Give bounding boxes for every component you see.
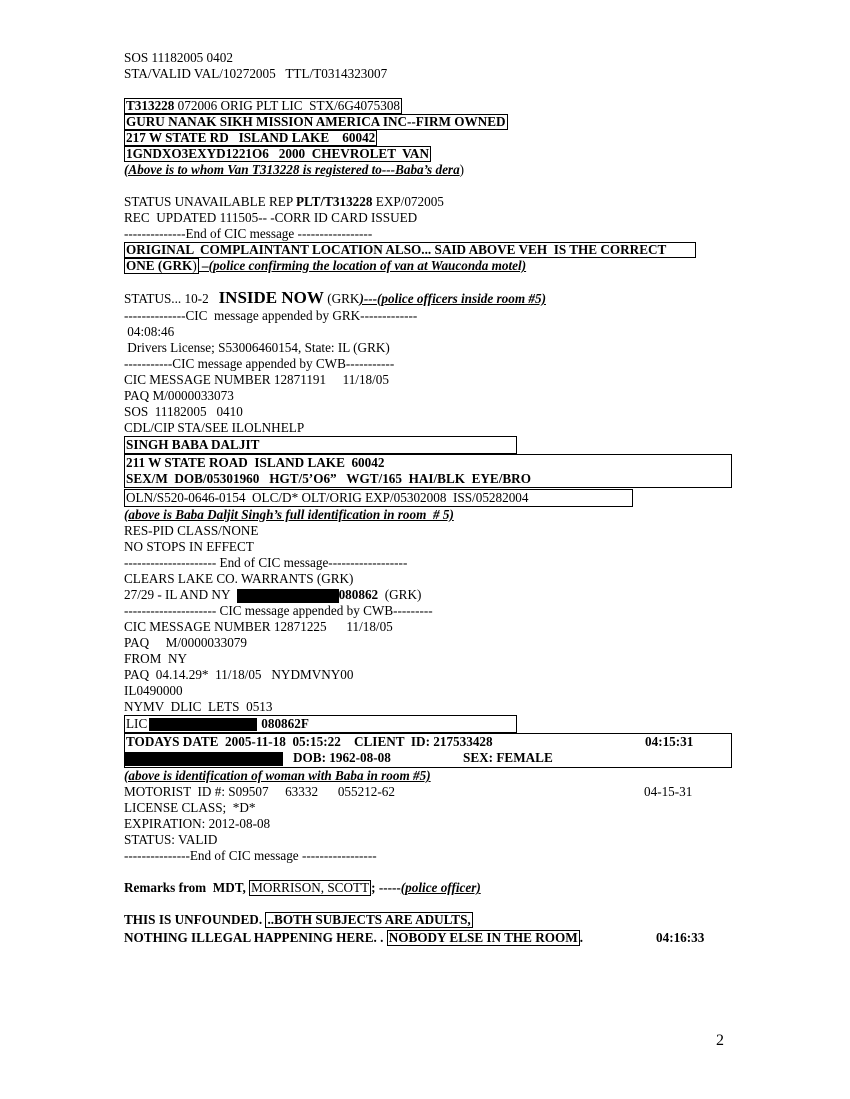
nothing-illegal-line: NOTHING ILLEGAL HAPPENING HERE. . NOBODY ELSE IN THE ROOM . 04:16:33 xyxy=(124,930,705,945)
plate-line xyxy=(124,98,744,114)
lic-line: LIC 080862F xyxy=(124,715,517,733)
rec-updated-line: REC UPDATED 111505-- -CORR ID CARD ISSUED xyxy=(124,210,418,225)
cdl-line: CDL/CIP STA/SEE ILOLNHELP xyxy=(124,420,305,435)
end-cic-divider: --------------End of CIC message ----------------- xyxy=(124,226,373,241)
expiration-line: EXPIRATION: 2012-08-08 xyxy=(124,816,271,831)
police-confirm-note: –(police confirming the location of van at Wauconda motel) xyxy=(198,258,527,273)
nymv-line: NYMV DLIC LETS 0513 xyxy=(124,699,273,714)
cic-document xyxy=(124,50,744,948)
from-ny-line: FROM NY xyxy=(124,651,188,666)
cic-appended-cwb: -----------CIC message appended by CWB----------- xyxy=(124,356,395,371)
plate-rest: 072006 ORIG PLT LIC STX/6G4075308 xyxy=(174,98,401,113)
license-class-line: LICENSE CLASS; *D* xyxy=(124,800,256,815)
todays-date-line: TODAYS DATE 2005-11-18 05:15:22 CLIENT ID: 217533428 xyxy=(126,734,493,749)
redaction-bar xyxy=(237,589,339,603)
singh-address: 211 W STATE ROAD ISLAND LAKE 60042 xyxy=(126,455,385,470)
end-cic-divider-2: --------------------- End of CIC message------------------ xyxy=(124,555,408,570)
status-unavailable-line: STATUS UNAVAILABLE REP PLT/T313228 EXP/072005 xyxy=(124,194,444,209)
baba-id-note: (above is Baba Daljit Singh’s full identification in room # 5) xyxy=(124,507,454,522)
no-stops-line: NO STOPS IN EFFECT xyxy=(124,539,254,554)
complainant-line: ORIGINAL COMPLAINTANT LOCATION ALSO... SAID ABOVE VEH IS THE CORRECT xyxy=(124,242,696,258)
owner-address: 217 W STATE RD ISLAND LAKE 60042 xyxy=(126,130,376,145)
redaction-bar xyxy=(125,752,283,766)
woman-id-note: (above is identification of woman with Baba in room #5) xyxy=(124,768,431,783)
redaction-bar xyxy=(149,718,257,731)
drivers-license-line: Drivers License; S53006460154, State: IL (GRK) xyxy=(124,340,390,355)
officer-name: MORRISON, SCOTT xyxy=(251,880,370,895)
paq-line-3: PAQ 04.14.29* 11/18/05 NYDMVNY00 xyxy=(124,667,354,682)
cic-message-number-2: CIC MESSAGE NUMBER 12871225 11/18/05 xyxy=(124,619,393,634)
time-line: 04:08:46 xyxy=(124,324,175,339)
van-note-line: (Above is to whom Van T313228 is registered to---Baba’s dera) xyxy=(124,162,465,177)
van-note: (Above is to whom Van T313228 is registered to---Baba’s dera xyxy=(124,162,460,177)
todays-time: 04:15:31 xyxy=(645,734,694,749)
inside-now-label: INSIDE NOW xyxy=(218,288,324,307)
paq-line: PAQ M/0000033073 xyxy=(124,388,234,403)
sos-line: SOS 11182005 0402 xyxy=(124,50,233,65)
res-pid-line: RES-PID CLASS/NONE xyxy=(124,523,259,538)
cic-appended-cwb-2: --------------------- CIC message appended by CWB--------- xyxy=(124,603,433,618)
singh-physical: SEX/M DOB/05301960 HGT/5’O6” WGT/165 HAI/BLK EYE/BRO xyxy=(126,471,531,486)
remarks-line: Remarks from MDT, MORRISON, SCOTT ; -----(police officer) xyxy=(124,880,481,895)
cic-message-number: CIC MESSAGE NUMBER 12871191 11/18/05 xyxy=(124,372,389,387)
plate-number: T313228 xyxy=(126,98,175,113)
status-inside-line: STATUS... 10-2 INSIDE NOW (GRK)---(police officers inside room #5) xyxy=(124,288,546,307)
clears-line: CLEARS LAKE CO. WARRANTS (GRK) xyxy=(124,571,354,586)
page-number: 2 xyxy=(716,1032,724,1049)
owner-line: GURU NANAK SIKH MISSION AMERICA INC--FIRM OWNED xyxy=(126,114,506,129)
cic-appended-grk: --------------CIC message appended by GRK------------- xyxy=(124,308,418,323)
officer-note: (police officer) xyxy=(400,880,481,895)
il-ny-line: 27/29 - IL AND NY 080862 (GRK) xyxy=(124,587,422,602)
paq-line-2: PAQ M/0000033079 xyxy=(124,635,247,650)
oln-line: OLN/S520-0646-0154 OLC/D* OLT/ORIG EXP/05302008 ISS/05282004 xyxy=(124,489,633,507)
woman-details-box xyxy=(124,733,732,768)
singh-name: SINGH BABA DALJIT xyxy=(124,436,517,454)
vin-line: 1GNDXO3EXYD1221O6 2000 CHEVROLET VAN xyxy=(126,146,429,161)
motorist-line: MOTORIST ID #: S09507 63332 055212-62 04-15-31 xyxy=(124,784,693,799)
sta-valid-line: STA/VALID VAL/10272005 TTL/T0314323007 xyxy=(124,66,388,81)
il049-line: IL0490000 xyxy=(124,683,183,698)
complainant-line-2: ONE (GRK) –(police confirming the location of van at Wauconda motel) xyxy=(126,258,527,273)
end-cic-divider-3: ---------------End of CIC message ----------------- xyxy=(124,848,377,863)
status-valid-line: STATUS: VALID xyxy=(124,832,218,847)
woman-dob-line: DOB: 1962-08-08 SEX: FEMALE xyxy=(125,750,731,766)
singh-details-box xyxy=(124,454,732,488)
sos-line-2: SOS 11182005 0410 xyxy=(124,404,243,419)
officers-note: )---(police officers inside room #5) xyxy=(359,291,546,306)
unfounded-line: THIS IS UNFOUNDED. ..BOTH SUBJECTS ARE ADULTS, xyxy=(124,912,471,927)
